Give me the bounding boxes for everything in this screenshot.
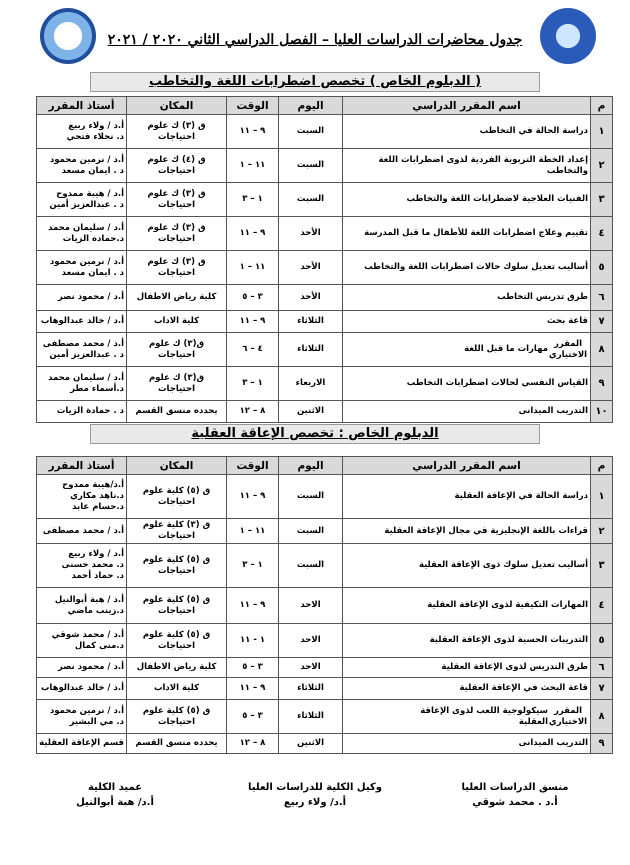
- time-cell: ١ - ١١: [227, 624, 279, 658]
- time-cell: ٩ – ١١: [227, 678, 279, 700]
- instructor-name: د . عبدالعزيز أمين: [49, 199, 124, 210]
- instructor-cell: [37, 401, 127, 423]
- day-cell: السبت: [279, 183, 343, 217]
- instructor-cell: [37, 285, 127, 311]
- course-name: القياس النفسي لحالات اضطرابات التخاطب: [406, 378, 588, 388]
- signature-dean: عميد الكلية أ.د/ هبة أبوالنيل: [76, 782, 154, 808]
- instructor-cell: [37, 115, 127, 149]
- day-cell: الاحد: [279, 624, 343, 658]
- time-cell: ٩ – ١١: [227, 311, 279, 333]
- instructor-cell: [37, 588, 127, 624]
- place-cell: ق (٥) كلية علوم احتياجات: [127, 700, 227, 734]
- table-row: [37, 115, 613, 149]
- instructor-name: أ.د / ولاء ربيع: [68, 120, 124, 131]
- instructor-name: د.حماده الزيات: [62, 233, 124, 244]
- course-name-cell: [343, 678, 591, 700]
- instructor-name: أ.د / محمود نصر: [57, 292, 124, 302]
- place-cell: كلية الاداب: [127, 678, 227, 700]
- instructor-cell: [37, 251, 127, 285]
- time-cell: ٩ – ١١: [227, 588, 279, 624]
- instructor-name: أ.د / محمد مصطفى: [42, 338, 124, 349]
- course-name: التدريب الميدانى: [518, 406, 588, 416]
- col-day-header: اليوم: [279, 97, 343, 115]
- time-cell: ١١ – ١: [227, 149, 279, 183]
- place-cell: ق (٣) ك علوم احتياجات: [127, 251, 227, 285]
- day-cell: السبت: [279, 115, 343, 149]
- place-cell: كلية رياض الاطفال: [127, 658, 227, 678]
- col-time-header: الوقت: [227, 457, 279, 475]
- instructor-cell: [37, 658, 127, 678]
- course-name: دراسة الحالة في الإعاقة العقلية: [454, 491, 588, 501]
- table-row: [37, 544, 613, 588]
- row-number: ٧: [591, 678, 613, 700]
- instructor-name: أ.د / سليمان محمد: [48, 372, 124, 383]
- faculty-logo-icon: [40, 8, 96, 64]
- course-name: طرق تدريس التخاطب: [497, 292, 588, 302]
- course-name-cell: [343, 519, 591, 544]
- instructor-name: أ.د / خالد عبدالوهاب: [40, 316, 124, 326]
- course-name-cell: [343, 401, 591, 423]
- course-name: الفنيات العلاجية لاضطرابات اللغة والتخاطب: [406, 194, 588, 204]
- signature-vice-dean: وكيل الكلية للدراسات العليا أ.د/ ولاء ربيع: [248, 782, 382, 808]
- col-instructor-header: أستاذ المقرر: [37, 457, 127, 475]
- day-cell: الثلاثاء: [279, 333, 343, 367]
- time-cell: ١ – ٣: [227, 544, 279, 588]
- row-number: ٧: [591, 311, 613, 333]
- instructor-cell: [37, 519, 127, 544]
- course-name-cell: [343, 285, 591, 311]
- instructor-cell: [37, 734, 127, 754]
- row-number: ٣: [591, 544, 613, 588]
- university-logo-icon: [540, 8, 596, 64]
- table-row: [37, 367, 613, 401]
- course-name-cell: [343, 658, 591, 678]
- table-row: [37, 285, 613, 311]
- place-cell: يحدده منسق القسم: [127, 401, 227, 423]
- speech-disorders-table: [36, 96, 613, 423]
- place-cell: كلية رياض الاطفال: [127, 285, 227, 311]
- time-cell: ٩ – ١١: [227, 115, 279, 149]
- place-cell: ق (٣) ك علوم احتياجات: [127, 183, 227, 217]
- instructor-name: أ.د / نرمين محمود: [49, 256, 124, 267]
- table-row: [37, 588, 613, 624]
- elective-label: المقرر الاختياري: [548, 705, 588, 727]
- instructor-name: د . حمادة الزيات: [56, 406, 124, 416]
- instructor-name: أ.د / محمد شوقي: [51, 629, 124, 640]
- place-cell: ق(٣) ك علوم احتياجات: [127, 333, 227, 367]
- place-cell: ق (٥) كلية علوم احتياجات: [127, 475, 227, 519]
- row-number: ٣: [591, 183, 613, 217]
- instructor-cell: [37, 183, 127, 217]
- col-course-header: اسم المقرر الدراسي: [343, 457, 591, 475]
- instructor-name: أ.د/هيبة ممدوح: [62, 480, 124, 490]
- course-name: سيكولوجية اللعب لذوى الإعاقة العقلية: [420, 705, 548, 727]
- time-cell: ١ – ٣: [227, 367, 279, 401]
- time-cell: ١١ – ١: [227, 251, 279, 285]
- time-cell: ٤ – ٦: [227, 333, 279, 367]
- table-row: [37, 624, 613, 658]
- course-name-cell: [343, 217, 591, 251]
- course-name: دراسة الحالة في التخاطب: [479, 126, 588, 136]
- table-row: [37, 311, 613, 333]
- day-cell: الثلاثاء: [279, 700, 343, 734]
- section-title-intellectual: الدبلوم الخاص : تخصص الإعاقة العقلية: [90, 424, 540, 444]
- table-row: [37, 333, 613, 367]
- instructor-name: د. محمد حسنى: [61, 560, 124, 570]
- day-cell: الثلاثاء: [279, 678, 343, 700]
- day-cell: الأحد: [279, 217, 343, 251]
- course-name-cell: [343, 115, 591, 149]
- day-cell: الاثنين: [279, 401, 343, 423]
- table-row: [37, 149, 613, 183]
- course-name: تقييم وعلاج اضطرابات اللغة للأطفال ما قبل المدرسة: [364, 228, 588, 238]
- course-name: إعداد الخطة التربوية الفردية لذوى اضطرابات اللغة والتخاطب: [378, 154, 588, 176]
- instructor-cell: [37, 544, 127, 588]
- row-number: ١٠: [591, 401, 613, 423]
- place-cell: ق (٤) ك علوم احتياجات: [127, 149, 227, 183]
- instructor-cell: [37, 678, 127, 700]
- instructor-cell: [37, 333, 127, 367]
- time-cell: ٩ – ١١: [227, 217, 279, 251]
- col-place-header: المكان: [127, 457, 227, 475]
- course-name: طرق التدريس لذوى الإعاقة العقلية: [441, 662, 588, 672]
- col-num-header: م: [591, 457, 613, 475]
- instructor-name: قسم الإعاقة العقلية: [39, 738, 124, 748]
- row-number: ٨: [591, 333, 613, 367]
- day-cell: الاحد: [279, 588, 343, 624]
- place-cell: ق (٥) كلية علوم احتياجات: [127, 544, 227, 588]
- col-place-header: المكان: [127, 97, 227, 115]
- instructor-cell: [37, 700, 127, 734]
- table-row: [37, 519, 613, 544]
- instructor-name: د. حماد أحمد: [71, 571, 124, 581]
- day-cell: الاحد: [279, 658, 343, 678]
- instructor-name: د.زينب ماضي: [67, 605, 124, 616]
- table-row: [37, 251, 613, 285]
- table-header-row: [37, 457, 613, 475]
- row-number: ٦: [591, 285, 613, 311]
- instructor-name: أ.د / محمد مصطفى: [42, 525, 124, 536]
- day-cell: السبت: [279, 519, 343, 544]
- day-cell: السبت: [279, 475, 343, 519]
- place-cell: ق (٣) كلية علوم احتياجات: [127, 519, 227, 544]
- table-row: [37, 401, 613, 423]
- instructor-name: أ.د / ولاء ربيع: [68, 549, 124, 559]
- instructor-name: أ.د / خالد عبدالوهاب: [40, 683, 124, 693]
- course-name-cell: [343, 251, 591, 285]
- col-num-header: م: [591, 97, 613, 115]
- elective-label: المقرر الاختياري: [548, 338, 588, 360]
- instructor-cell: [37, 217, 127, 251]
- intellectual-disability-table: [36, 456, 613, 754]
- instructor-cell: [37, 367, 127, 401]
- table-row: [37, 658, 613, 678]
- col-course-header: اسم المقرر الدراسي: [343, 97, 591, 115]
- row-number: ٩: [591, 367, 613, 401]
- day-cell: الأحد: [279, 251, 343, 285]
- day-cell: الأحد: [279, 285, 343, 311]
- day-cell: الاربعاء: [279, 367, 343, 401]
- row-number: ٤: [591, 588, 613, 624]
- table-row: [37, 217, 613, 251]
- row-number: ٢: [591, 519, 613, 544]
- place-cell: ق(٣) ك علوم احتياجات: [127, 367, 227, 401]
- table-row: [37, 734, 613, 754]
- row-number: ٥: [591, 624, 613, 658]
- instructor-name: أ.د / هبة أبوالنيل: [54, 594, 124, 605]
- course-name: التدريبات الحسية لذوى الإعاقة العقلية: [429, 635, 588, 645]
- time-cell: ٨ – ١٢: [227, 401, 279, 423]
- place-cell: يحدده منسق القسم: [127, 734, 227, 754]
- col-instructor-header: أستاذ المقرر: [37, 97, 127, 115]
- course-name: قاعة البحث في الإعاقة العقلية: [459, 683, 588, 693]
- day-cell: الثلاثاء: [279, 311, 343, 333]
- day-cell: السبت: [279, 544, 343, 588]
- place-cell: ق (٥) كلية علوم احتياجات: [127, 624, 227, 658]
- time-cell: ٣ – ٥: [227, 658, 279, 678]
- course-name: أساليب تعديل سلوك ذوى الإعاقة العقلية: [418, 560, 588, 570]
- course-name: أساليب تعديل سلوك حالات اضطرابات اللغة والتخاطب: [364, 262, 588, 272]
- instructor-name: د. مي البشير: [69, 716, 124, 727]
- instructor-name: د. نجلاء فتحي: [66, 131, 124, 142]
- instructor-cell: [37, 311, 127, 333]
- instructor-name: د.ناهد مكاري: [70, 491, 124, 501]
- row-number: ١: [591, 115, 613, 149]
- instructor-name: أ.د / محمود نصر: [57, 662, 124, 672]
- day-cell: السبت: [279, 149, 343, 183]
- course-name: قاعة بحث: [547, 316, 588, 326]
- instructor-name: د.حسام عابد: [72, 502, 124, 512]
- day-cell: الاثنين: [279, 734, 343, 754]
- time-cell: ٣ – ٥: [227, 285, 279, 311]
- course-name-cell: [343, 367, 591, 401]
- instructor-name: د . عبدالعزيز أمين: [49, 349, 124, 360]
- instructor-name: أ.د / سليمان محمد: [48, 222, 124, 233]
- section-title-speech: ( الدبلوم الخاص ) تخصص اضطرابات اللغة والتخاطب: [90, 72, 540, 92]
- page-title: جدول محاضرات الدراسات العليا – الفصل الدراسي الثاني ٢٠٢٠ / ٢٠٢١: [107, 32, 523, 48]
- time-cell: ١ – ٣: [227, 183, 279, 217]
- place-cell: ق (٣) ك علوم احتياجات: [127, 217, 227, 251]
- row-number: ٥: [591, 251, 613, 285]
- time-cell: ١١ – ١: [227, 519, 279, 544]
- table-row: [37, 678, 613, 700]
- instructor-cell: [37, 475, 127, 519]
- course-name-cell: [343, 588, 591, 624]
- course-name-cell: [343, 734, 591, 754]
- instructor-name: د . ايمان مسعد: [61, 165, 124, 176]
- course-name-cell: [343, 149, 591, 183]
- instructor-cell: [37, 624, 127, 658]
- row-number: ٩: [591, 734, 613, 754]
- place-cell: كلية الاداب: [127, 311, 227, 333]
- row-number: ٨: [591, 700, 613, 734]
- instructor-name: د.منى كمال: [74, 640, 124, 651]
- course-name: مهارات ما قبل اللغة: [464, 344, 548, 354]
- time-cell: ٨ – ١٢: [227, 734, 279, 754]
- time-cell: ٣ – ٥: [227, 700, 279, 734]
- table-row: [37, 475, 613, 519]
- table-row: [37, 183, 613, 217]
- instructor-name: أ.د / نرمين محمود: [49, 705, 124, 716]
- time-cell: ٩ – ١١: [227, 475, 279, 519]
- row-number: ١: [591, 475, 613, 519]
- instructor-name: أ.د / نرمين محمود: [49, 154, 124, 165]
- instructor-name: أ.د / هيبة ممدوح: [56, 188, 124, 199]
- place-cell: ق (٣) ك علوم احتياجات: [127, 115, 227, 149]
- course-name-cell: [343, 624, 591, 658]
- row-number: ٢: [591, 149, 613, 183]
- course-name-cell: [343, 311, 591, 333]
- table-header-row: [37, 97, 613, 115]
- course-name-cell: [343, 700, 591, 734]
- place-cell: ق (٥) كلية علوم احتياجات: [127, 588, 227, 624]
- course-name: قراءات باللغة الإنجليزية في مجال الإعاقة العقلية: [384, 525, 588, 536]
- col-time-header: الوقت: [227, 97, 279, 115]
- course-name-cell: [343, 333, 591, 367]
- instructor-name: د.أسماء مطر: [70, 383, 124, 394]
- row-number: ٤: [591, 217, 613, 251]
- col-day-header: اليوم: [279, 457, 343, 475]
- course-name: التدريب الميدانى: [518, 738, 588, 748]
- instructor-cell: [37, 149, 127, 183]
- course-name: المهارات التكيفية لذوى الإعاقة العقلية: [427, 600, 588, 610]
- course-name-cell: [343, 183, 591, 217]
- instructor-name: د . ايمان مسعد: [61, 267, 124, 278]
- row-number: ٦: [591, 658, 613, 678]
- table-row: [37, 700, 613, 734]
- signature-coordinator: منسق الدراسات العليا أ.د . محمد شوقي: [461, 782, 569, 808]
- course-name-cell: [343, 544, 591, 588]
- course-name-cell: [343, 475, 591, 519]
